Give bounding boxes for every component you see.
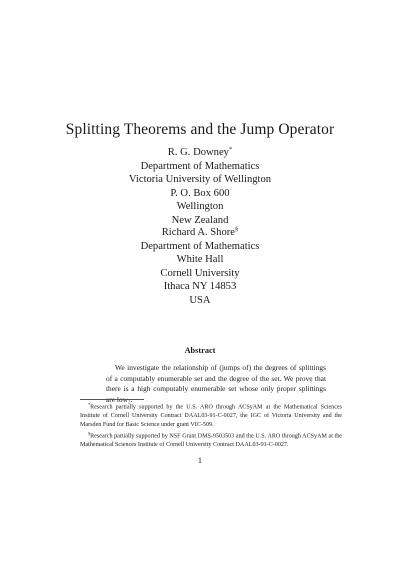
affiliation-line: Ithaca NY 14853 (163, 281, 237, 293)
footnote-marker: * (88, 402, 91, 407)
page-number: 1 (197, 456, 203, 465)
footnote-marker: § (235, 226, 239, 233)
footnote-marker: § (88, 430, 91, 436)
paper-title: Splitting Theorems and the Jump Operator (65, 121, 335, 138)
footnote-marker: * (228, 146, 233, 153)
footnote: §Research partially supported by NSF Grant DMS-9503503 and the U.S. ARO through ACSyAM at the Mathematical Sciences Institute of Cornell University Contract DAAL03-91-C-0027. (80, 430, 342, 448)
affiliation-line: Department of Mathematics (140, 160, 260, 172)
affiliation-line: White Hall (176, 254, 224, 266)
footnote-divider (80, 399, 144, 400)
affiliation-line: New Zealand (171, 214, 229, 226)
affiliation-line: Cornell University (160, 267, 240, 279)
author-block-downey (0, 143, 400, 228)
author-name: Richard A. Shore§ (161, 226, 239, 238)
abstract-text: We investigate the relationship of (jumps of) the degrees of splittings of a computably enumerable set and the degree of the set. We prove that there is a high computably enumerable set whose only proper splittings are low₂. (106, 363, 326, 404)
author-name: R. G. Downey* (167, 146, 233, 158)
affiliation-line: USA (189, 294, 211, 306)
footnote: *Research partially supported by the U.S. ARO through ACSyAM at the Mathematical Sciences Institute of Cornell University Contract DAAL03-91-C-0027, the IGC of Victoria University and the Marsden Fund for Basic Science under grant VIC-509. (80, 402, 342, 428)
author-block-shore (0, 223, 400, 308)
footnotes (80, 401, 342, 450)
affiliation-line: P. O. Box 600 (170, 187, 230, 199)
affiliation-line: Victoria University of Wellington (128, 174, 272, 186)
affiliation-line: Wellington (176, 201, 224, 213)
abstract-heading: Abstract (184, 346, 216, 355)
affiliation-line: Department of Mathematics (140, 240, 260, 252)
